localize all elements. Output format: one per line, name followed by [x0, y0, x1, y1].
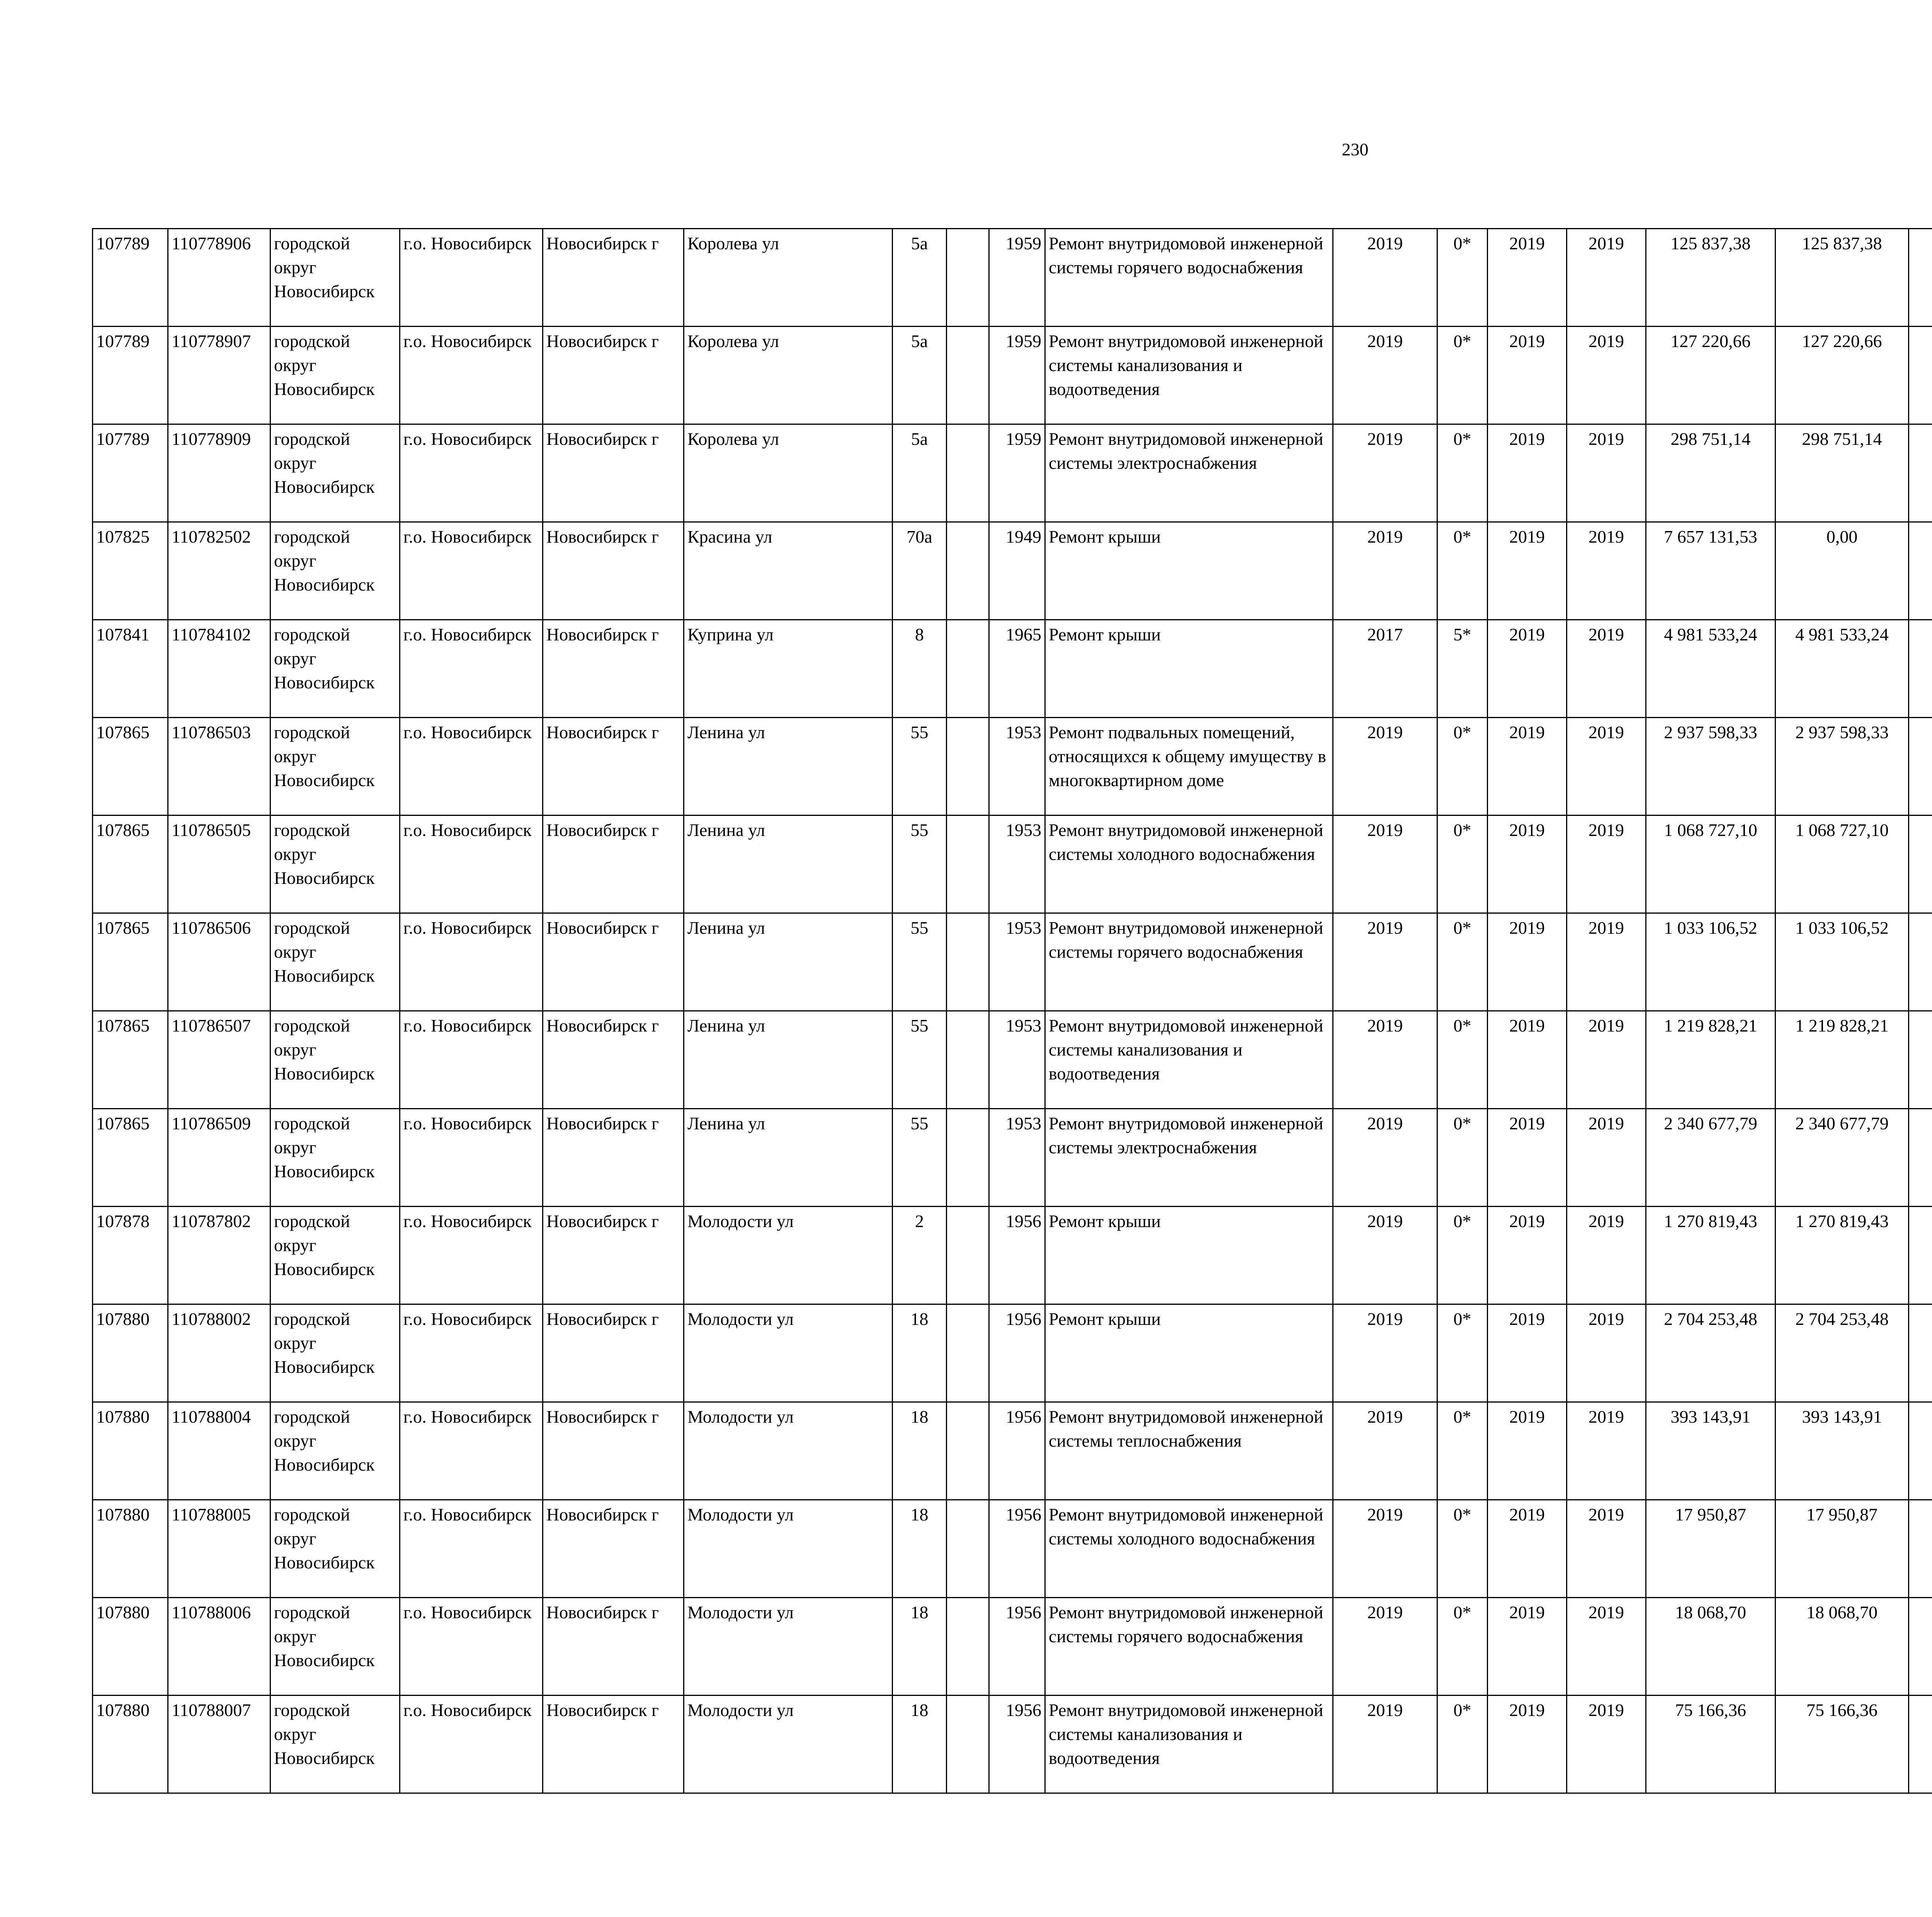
year-to-cell: 2019	[1567, 718, 1646, 815]
table-row	[93, 1304, 1932, 1402]
street-cell: Молодости ул	[684, 1696, 893, 1793]
total-cost-cell: 2 937 598,33	[1646, 718, 1776, 815]
municipal-entity-cell: г.о. Новосибирск	[400, 1011, 543, 1109]
planned-year-cell: 2019	[1333, 913, 1437, 1011]
build-year-cell: 1956	[989, 1207, 1045, 1304]
year-from-cell: 2019	[1488, 424, 1567, 522]
planned-year-cell: 2019	[1333, 424, 1437, 522]
city-cell: Новосибирск г	[543, 913, 684, 1011]
work-type-cell: Ремонт внутридомовой инженерной системы теплоснабжения	[1045, 1402, 1333, 1500]
mark-cell: 0*	[1437, 522, 1488, 620]
house-number-cell: 55	[893, 1011, 947, 1109]
house-id-cell: 107880	[93, 1696, 168, 1793]
city-cell: Новосибирск г	[543, 1011, 684, 1109]
city-cell: Новосибирск г	[543, 1696, 684, 1793]
work-code-cell: 110786509	[168, 1109, 270, 1207]
house-id-cell: 107878	[93, 1207, 168, 1304]
year-from-cell: 2019	[1488, 815, 1567, 913]
municipality-cell: городской округ Новосибирск	[270, 620, 400, 718]
build-year-cell: 1953	[989, 1011, 1045, 1109]
city-cell: Новосибирск г	[543, 1109, 684, 1207]
table-row	[93, 620, 1932, 718]
municipality-cell: городской округ Новосибирск	[270, 815, 400, 913]
total-cost-cell: 4 981 533,24	[1646, 620, 1776, 718]
municipality-cell: городской округ Новосибирск	[270, 1696, 400, 1793]
municipal-entity-cell: г.о. Новосибирск	[400, 522, 543, 620]
year-to-cell: 2019	[1567, 913, 1646, 1011]
mark-cell: 0*	[1437, 1109, 1488, 1207]
year-to-cell: 2019	[1567, 620, 1646, 718]
work-type-cell: Ремонт внутридомовой инженерной системы канализования и водоотведения	[1045, 1011, 1333, 1109]
source-1-cell: 125 837,38	[1776, 229, 1909, 327]
mark-cell: 0*	[1437, 1207, 1488, 1304]
total-cost-cell: 125 837,38	[1646, 229, 1776, 327]
house-number-cell: 18	[893, 1500, 947, 1598]
street-cell: Королева ул	[684, 229, 893, 327]
mark-cell: 0*	[1437, 913, 1488, 1011]
year-from-cell: 2019	[1488, 620, 1567, 718]
build-year-cell: 1953	[989, 815, 1045, 913]
building-cell	[947, 424, 989, 522]
street-cell: Красина ул	[684, 522, 893, 620]
municipal-entity-cell: г.о. Новосибирск	[400, 1109, 543, 1207]
year-to-cell: 2019	[1567, 1500, 1646, 1598]
total-cost-cell: 2 340 677,79	[1646, 1109, 1776, 1207]
house-id-cell: 107880	[93, 1402, 168, 1500]
work-code-cell: 110788006	[168, 1598, 270, 1696]
build-year-cell: 1959	[989, 327, 1045, 424]
source-1-cell: 1 068 727,10	[1776, 815, 1909, 913]
total-cost-cell: 17 950,87	[1646, 1500, 1776, 1598]
municipal-entity-cell: г.о. Новосибирск	[400, 1500, 543, 1598]
municipality-cell: городской округ Новосибирск	[270, 229, 400, 327]
work-code-cell: 110788004	[168, 1402, 270, 1500]
house-id-cell: 107865	[93, 1011, 168, 1109]
work-code-cell: 110778906	[168, 229, 270, 327]
house-number-cell: 8	[893, 620, 947, 718]
source-1-cell: 2 340 677,79	[1776, 1109, 1909, 1207]
source-2-cell	[1909, 1011, 1932, 1109]
municipality-cell: городской округ Новосибирск	[270, 1207, 400, 1304]
total-cost-cell: 127 220,66	[1646, 327, 1776, 424]
street-cell: Молодости ул	[684, 1304, 893, 1402]
municipality-cell: городской округ Новосибирск	[270, 718, 400, 815]
municipality-cell: городской округ Новосибирск	[270, 1304, 400, 1402]
source-1-cell: 0,00	[1776, 522, 1909, 620]
source-2-cell	[1909, 327, 1932, 424]
building-cell	[947, 1500, 989, 1598]
source-2-cell	[1909, 1304, 1932, 1402]
work-type-cell: Ремонт внутридомовой инженерной системы электроснабжения	[1045, 1109, 1333, 1207]
municipality-cell: городской округ Новосибирск	[270, 913, 400, 1011]
source-1-cell: 2 704 253,48	[1776, 1304, 1909, 1402]
city-cell: Новосибирск г	[543, 1598, 684, 1696]
year-to-cell: 2019	[1567, 1011, 1646, 1109]
building-cell	[947, 815, 989, 913]
year-to-cell: 2019	[1567, 1207, 1646, 1304]
planned-year-cell: 2019	[1333, 718, 1437, 815]
build-year-cell: 1956	[989, 1402, 1045, 1500]
source-1-cell: 1 270 819,43	[1776, 1207, 1909, 1304]
table-row	[93, 424, 1932, 522]
year-from-cell: 2019	[1488, 1207, 1567, 1304]
build-year-cell: 1959	[989, 229, 1045, 327]
city-cell: Новосибирск г	[543, 424, 684, 522]
table-row	[93, 1500, 1932, 1598]
house-id-cell: 107865	[93, 1109, 168, 1207]
year-to-cell: 2019	[1567, 327, 1646, 424]
house-number-cell: 5а	[893, 229, 947, 327]
source-1-cell: 4 981 533,24	[1776, 620, 1909, 718]
source-1-cell: 75 166,36	[1776, 1696, 1909, 1793]
year-to-cell: 2019	[1567, 1304, 1646, 1402]
source-2-cell	[1909, 913, 1932, 1011]
building-cell	[947, 229, 989, 327]
total-cost-cell: 7 657 131,53	[1646, 522, 1776, 620]
municipal-entity-cell: г.о. Новосибирск	[400, 1207, 543, 1304]
table-row	[93, 1207, 1932, 1304]
work-type-cell: Ремонт внутридомовой инженерной системы горячего водоснабжения	[1045, 229, 1333, 327]
house-number-cell: 18	[893, 1304, 947, 1402]
building-cell	[947, 1109, 989, 1207]
street-cell: Молодости ул	[684, 1500, 893, 1598]
house-number-cell: 55	[893, 718, 947, 815]
source-1-cell: 127 220,66	[1776, 327, 1909, 424]
work-type-cell: Ремонт внутридомовой инженерной системы канализования и водоотведения	[1045, 327, 1333, 424]
house-id-cell: 107825	[93, 522, 168, 620]
house-id-cell: 107841	[93, 620, 168, 718]
work-type-cell: Ремонт крыши	[1045, 1207, 1333, 1304]
street-cell: Ленина ул	[684, 1011, 893, 1109]
planned-year-cell: 2017	[1333, 620, 1437, 718]
house-id-cell: 107789	[93, 424, 168, 522]
building-cell	[947, 327, 989, 424]
work-type-cell: Ремонт крыши	[1045, 522, 1333, 620]
municipal-entity-cell: г.о. Новосибирск	[400, 620, 543, 718]
table-row	[93, 913, 1932, 1011]
house-number-cell: 5а	[893, 424, 947, 522]
total-cost-cell: 75 166,36	[1646, 1696, 1776, 1793]
municipality-cell: городской округ Новосибирск	[270, 1402, 400, 1500]
house-number-cell: 70а	[893, 522, 947, 620]
build-year-cell: 1959	[989, 424, 1045, 522]
year-from-cell: 2019	[1488, 1109, 1567, 1207]
source-2-cell	[1909, 424, 1932, 522]
source-2-cell	[1909, 1109, 1932, 1207]
planned-year-cell: 2019	[1333, 1011, 1437, 1109]
year-from-cell: 2019	[1488, 1696, 1567, 1793]
build-year-cell: 1953	[989, 718, 1045, 815]
city-cell: Новосибирск г	[543, 522, 684, 620]
work-code-cell: 110786506	[168, 913, 270, 1011]
work-code-cell: 110787802	[168, 1207, 270, 1304]
work-code-cell: 110788005	[168, 1500, 270, 1598]
work-type-cell: Ремонт крыши	[1045, 620, 1333, 718]
table-row	[93, 229, 1932, 327]
year-from-cell: 2019	[1488, 1598, 1567, 1696]
street-cell: Королева ул	[684, 327, 893, 424]
city-cell: Новосибирск г	[543, 815, 684, 913]
repair-program-table	[92, 228, 1932, 1794]
city-cell: Новосибирск г	[543, 1402, 684, 1500]
work-type-cell: Ремонт внутридомовой инженерной системы электроснабжения	[1045, 424, 1333, 522]
source-2-cell	[1909, 1402, 1932, 1500]
mark-cell: 0*	[1437, 1011, 1488, 1109]
year-from-cell: 2019	[1488, 522, 1567, 620]
municipal-entity-cell: г.о. Новосибирск	[400, 718, 543, 815]
house-number-cell: 55	[893, 913, 947, 1011]
municipality-cell: городской округ Новосибирск	[270, 1109, 400, 1207]
source-2-cell	[1909, 718, 1932, 815]
mark-cell: 0*	[1437, 327, 1488, 424]
year-from-cell: 2019	[1488, 718, 1567, 815]
municipal-entity-cell: г.о. Новосибирск	[400, 913, 543, 1011]
table-row	[93, 1598, 1932, 1696]
municipal-entity-cell: г.о. Новосибирск	[400, 327, 543, 424]
planned-year-cell: 2019	[1333, 522, 1437, 620]
street-cell: Молодости ул	[684, 1402, 893, 1500]
source-2-cell	[1909, 1696, 1932, 1793]
source-2-cell	[1909, 1207, 1932, 1304]
build-year-cell: 1953	[989, 1109, 1045, 1207]
building-cell	[947, 1402, 989, 1500]
table-body	[93, 229, 1932, 1793]
building-cell	[947, 1304, 989, 1402]
total-cost-cell: 1 219 828,21	[1646, 1011, 1776, 1109]
work-type-cell: Ремонт внутридомовой инженерной системы горячего водоснабжения	[1045, 1598, 1333, 1696]
work-code-cell: 110786503	[168, 718, 270, 815]
build-year-cell: 1953	[989, 913, 1045, 1011]
planned-year-cell: 2019	[1333, 1598, 1437, 1696]
house-number-cell: 2	[893, 1207, 947, 1304]
year-to-cell: 2019	[1567, 1696, 1646, 1793]
building-cell	[947, 1598, 989, 1696]
building-cell	[947, 1207, 989, 1304]
mark-cell: 0*	[1437, 1696, 1488, 1793]
mark-cell: 0*	[1437, 1402, 1488, 1500]
municipal-entity-cell: г.о. Новосибирск	[400, 229, 543, 327]
source-2-cell	[1909, 522, 1932, 620]
planned-year-cell: 2019	[1333, 1207, 1437, 1304]
table-row	[93, 1402, 1932, 1500]
mark-cell: 0*	[1437, 1304, 1488, 1402]
house-id-cell: 107865	[93, 718, 168, 815]
build-year-cell: 1956	[989, 1598, 1045, 1696]
municipal-entity-cell: г.о. Новосибирск	[400, 1598, 543, 1696]
mark-cell: 0*	[1437, 424, 1488, 522]
table-row	[93, 1109, 1932, 1207]
total-cost-cell: 1 033 106,52	[1646, 913, 1776, 1011]
total-cost-cell: 18 068,70	[1646, 1598, 1776, 1696]
source-1-cell: 393 143,91	[1776, 1402, 1909, 1500]
house-number-cell: 18	[893, 1402, 947, 1500]
year-from-cell: 2019	[1488, 1011, 1567, 1109]
street-cell: Ленина ул	[684, 815, 893, 913]
source-1-cell: 2 937 598,33	[1776, 718, 1909, 815]
house-id-cell: 107865	[93, 815, 168, 913]
table-row	[93, 718, 1932, 815]
year-from-cell: 2019	[1488, 1500, 1567, 1598]
house-id-cell: 107880	[93, 1500, 168, 1598]
municipal-entity-cell: г.о. Новосибирск	[400, 815, 543, 913]
planned-year-cell: 2019	[1333, 1696, 1437, 1793]
work-type-cell: Ремонт внутридомовой инженерной системы канализования и водоотведения	[1045, 1696, 1333, 1793]
building-cell	[947, 522, 989, 620]
build-year-cell: 1956	[989, 1304, 1045, 1402]
mark-cell: 0*	[1437, 229, 1488, 327]
city-cell: Новосибирск г	[543, 327, 684, 424]
street-cell: Молодости ул	[684, 1207, 893, 1304]
work-type-cell: Ремонт внутридомовой инженерной системы холодного водоснабжения	[1045, 1500, 1333, 1598]
building-cell	[947, 620, 989, 718]
work-code-cell: 110788002	[168, 1304, 270, 1402]
house-number-cell: 18	[893, 1696, 947, 1793]
planned-year-cell: 2019	[1333, 1402, 1437, 1500]
work-type-cell: Ремонт крыши	[1045, 1304, 1333, 1402]
work-code-cell: 110788007	[168, 1696, 270, 1793]
year-to-cell: 2019	[1567, 424, 1646, 522]
municipality-cell: городской округ Новосибирск	[270, 522, 400, 620]
city-cell: Новосибирск г	[543, 718, 684, 815]
table-row	[93, 1011, 1932, 1109]
house-number-cell: 5а	[893, 327, 947, 424]
year-from-cell: 2019	[1488, 327, 1567, 424]
mark-cell: 0*	[1437, 718, 1488, 815]
work-code-cell: 110778909	[168, 424, 270, 522]
total-cost-cell: 393 143,91	[1646, 1402, 1776, 1500]
source-2-cell	[1909, 229, 1932, 327]
source-2-cell	[1909, 815, 1932, 913]
mark-cell: 0*	[1437, 1598, 1488, 1696]
table-row	[93, 1696, 1932, 1793]
source-1-cell: 1 219 828,21	[1776, 1011, 1909, 1109]
mark-cell: 5*	[1437, 620, 1488, 718]
street-cell: Ленина ул	[684, 913, 893, 1011]
year-from-cell: 2019	[1488, 913, 1567, 1011]
total-cost-cell: 2 704 253,48	[1646, 1304, 1776, 1402]
year-from-cell: 2019	[1488, 1402, 1567, 1500]
house-id-cell: 107789	[93, 229, 168, 327]
street-cell: Ленина ул	[684, 718, 893, 815]
work-type-cell: Ремонт внутридомовой инженерной системы горячего водоснабжения	[1045, 913, 1333, 1011]
street-cell: Ленина ул	[684, 1109, 893, 1207]
house-number-cell: 55	[893, 1109, 947, 1207]
work-type-cell: Ремонт внутридомовой инженерной системы холодного водоснабжения	[1045, 815, 1333, 913]
total-cost-cell: 1 270 819,43	[1646, 1207, 1776, 1304]
city-cell: Новосибирск г	[543, 1207, 684, 1304]
planned-year-cell: 2019	[1333, 1109, 1437, 1207]
total-cost-cell: 1 068 727,10	[1646, 815, 1776, 913]
municipality-cell: городской округ Новосибирск	[270, 1500, 400, 1598]
municipality-cell: городской округ Новосибирск	[270, 1011, 400, 1109]
street-cell: Молодости ул	[684, 1598, 893, 1696]
planned-year-cell: 2019	[1333, 1304, 1437, 1402]
source-1-cell: 18 068,70	[1776, 1598, 1909, 1696]
build-year-cell: 1956	[989, 1500, 1045, 1598]
source-2-cell	[1909, 620, 1932, 718]
work-code-cell: 110786505	[168, 815, 270, 913]
city-cell: Новосибирск г	[543, 229, 684, 327]
house-number-cell: 55	[893, 815, 947, 913]
year-from-cell: 2019	[1488, 1304, 1567, 1402]
table-row	[93, 327, 1932, 424]
year-to-cell: 2019	[1567, 1109, 1646, 1207]
work-code-cell: 110784102	[168, 620, 270, 718]
build-year-cell: 1949	[989, 522, 1045, 620]
municipality-cell: городской округ Новосибирск	[270, 424, 400, 522]
table-row	[93, 815, 1932, 913]
source-2-cell	[1909, 1598, 1932, 1696]
year-to-cell: 2019	[1567, 1402, 1646, 1500]
street-cell: Королева ул	[684, 424, 893, 522]
source-1-cell: 17 950,87	[1776, 1500, 1909, 1598]
municipality-cell: городской округ Новосибирск	[270, 1598, 400, 1696]
page-number: 230	[1342, 140, 1369, 159]
mark-cell: 0*	[1437, 815, 1488, 913]
year-to-cell: 2019	[1567, 229, 1646, 327]
house-id-cell: 107880	[93, 1304, 168, 1402]
house-id-cell: 107789	[93, 327, 168, 424]
year-to-cell: 2019	[1567, 522, 1646, 620]
building-cell	[947, 1011, 989, 1109]
work-code-cell: 110782502	[168, 522, 270, 620]
table-row	[93, 522, 1932, 620]
house-id-cell: 107865	[93, 913, 168, 1011]
work-code-cell: 110778907	[168, 327, 270, 424]
building-cell	[947, 913, 989, 1011]
house-id-cell: 107880	[93, 1598, 168, 1696]
mark-cell: 0*	[1437, 1500, 1488, 1598]
build-year-cell: 1965	[989, 620, 1045, 718]
city-cell: Новосибирск г	[543, 1500, 684, 1598]
build-year-cell: 1956	[989, 1696, 1045, 1793]
planned-year-cell: 2019	[1333, 815, 1437, 913]
source-1-cell: 298 751,14	[1776, 424, 1909, 522]
source-1-cell: 1 033 106,52	[1776, 913, 1909, 1011]
municipal-entity-cell: г.о. Новосибирск	[400, 424, 543, 522]
year-from-cell: 2019	[1488, 229, 1567, 327]
house-number-cell: 18	[893, 1598, 947, 1696]
source-2-cell	[1909, 1500, 1932, 1598]
municipal-entity-cell: г.о. Новосибирск	[400, 1402, 543, 1500]
work-code-cell: 110786507	[168, 1011, 270, 1109]
planned-year-cell: 2019	[1333, 229, 1437, 327]
city-cell: Новосибирск г	[543, 1304, 684, 1402]
street-cell: Куприна ул	[684, 620, 893, 718]
planned-year-cell: 2019	[1333, 327, 1437, 424]
building-cell	[947, 1696, 989, 1793]
year-to-cell: 2019	[1567, 815, 1646, 913]
building-cell	[947, 718, 989, 815]
total-cost-cell: 298 751,14	[1646, 424, 1776, 522]
city-cell: Новосибирск г	[543, 620, 684, 718]
year-to-cell: 2019	[1567, 1598, 1646, 1696]
work-type-cell: Ремонт подвальных помещений, относящихся к общему имуществу в многоквартирном доме	[1045, 718, 1333, 815]
municipal-entity-cell: г.о. Новосибирск	[400, 1304, 543, 1402]
municipal-entity-cell: г.о. Новосибирск	[400, 1696, 543, 1793]
municipality-cell: городской округ Новосибирск	[270, 327, 400, 424]
planned-year-cell: 2019	[1333, 1500, 1437, 1598]
